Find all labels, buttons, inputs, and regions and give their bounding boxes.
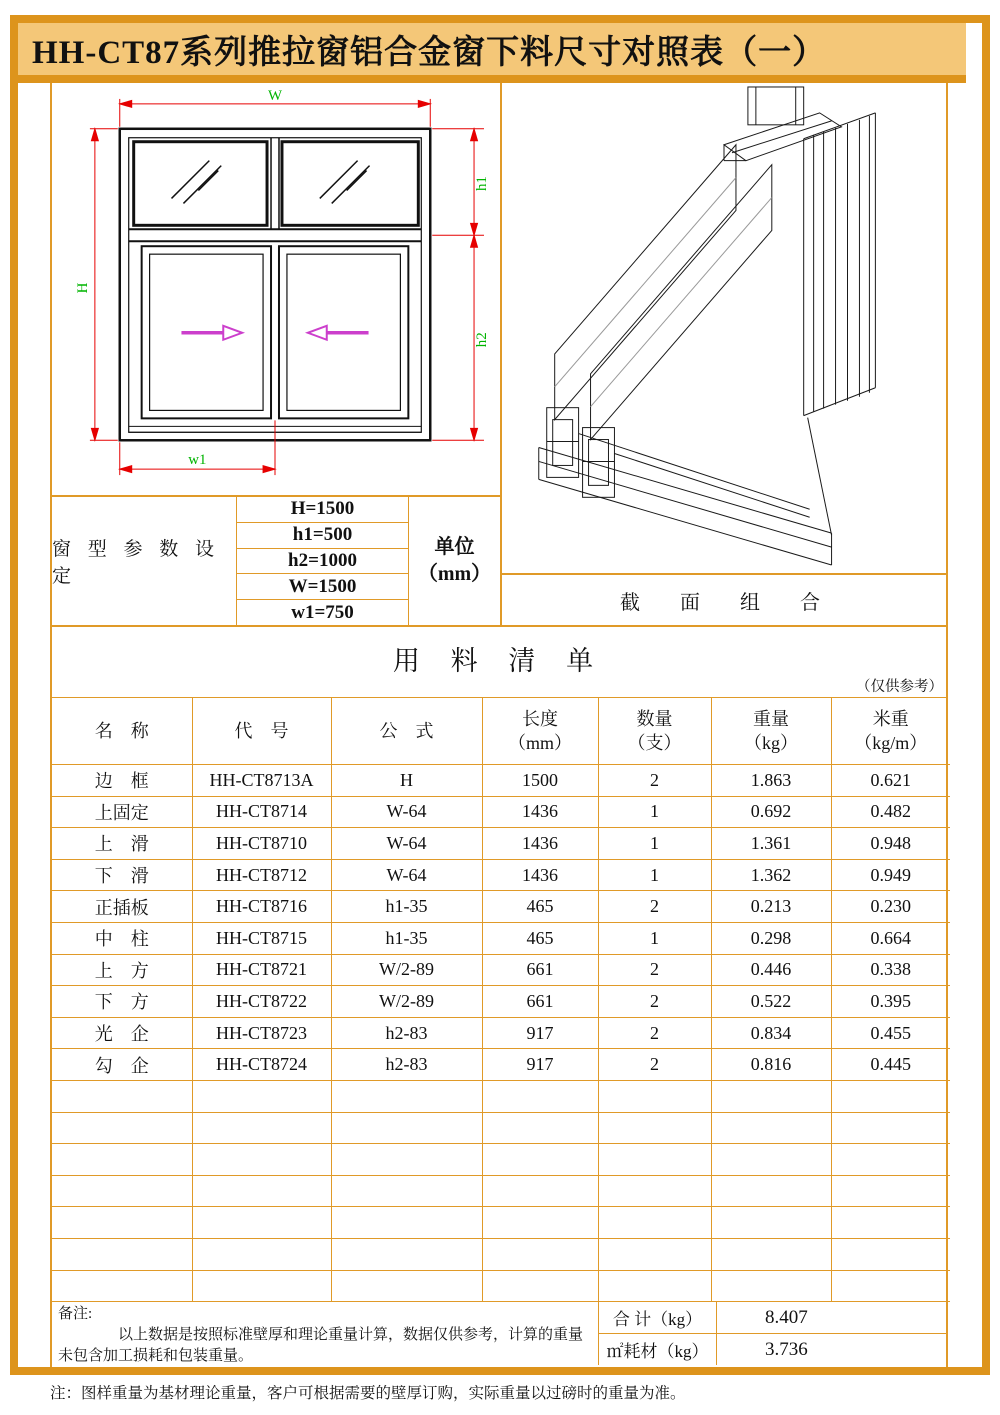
cell-length: 1500 <box>482 765 598 797</box>
cell-name: 下 方 <box>52 986 192 1018</box>
cell-qty: 1 <box>598 922 711 954</box>
param-row-h2: h2=1000 <box>237 549 408 575</box>
material-row <box>52 954 950 986</box>
cell-length: 1436 <box>482 796 598 828</box>
param-row-h1: h1=500 <box>237 523 408 549</box>
cell-name: 勾 企 <box>52 1049 192 1081</box>
material-list-band <box>52 625 946 698</box>
cell-qty: 1 <box>598 859 711 891</box>
param-table-title: 窗 型 参 数 设 定 <box>52 497 237 625</box>
total-row <box>599 1302 946 1334</box>
cell-code: HH-CT8723 <box>192 1017 331 1049</box>
cell-length: 917 <box>482 1017 598 1049</box>
empty-table-row <box>52 1144 950 1176</box>
material-row <box>52 986 950 1018</box>
empty-table-row <box>52 1238 950 1270</box>
empty-table-row <box>52 1207 950 1239</box>
cell-mweight: 0.445 <box>831 1049 950 1081</box>
cell-code: HH-CT8722 <box>192 986 331 1018</box>
cell-mweight: 0.455 <box>831 1017 950 1049</box>
material-row <box>52 922 950 954</box>
slide-arrow-right-icon <box>181 326 242 340</box>
cell-length: 917 <box>482 1049 598 1081</box>
right-column <box>502 83 948 625</box>
cell-name: 下 滑 <box>52 859 192 891</box>
material-row <box>52 891 950 923</box>
cross-section-caption: 截 面 组 合 <box>502 573 948 625</box>
col-header-mweight: 米重 （kg/m） <box>831 698 950 765</box>
cell-formula: h1-35 <box>331 922 482 954</box>
cell-name: 光 企 <box>52 1017 192 1049</box>
cell-mweight: 0.395 <box>831 986 950 1018</box>
remark-line1: 以上数据是按照标准壁厚和理论重量计算，数据仅供参考，计算的重量 <box>118 1327 584 1344</box>
cell-mweight: 0.621 <box>831 765 950 797</box>
cell-code: HH-CT8713A <box>192 765 331 797</box>
cell-weight: 0.834 <box>711 1017 831 1049</box>
totals-block <box>599 1302 946 1365</box>
dimension-label-w1: w1 <box>188 452 207 469</box>
cell-qty: 1 <box>598 796 711 828</box>
total-weight-value: 8.407 <box>765 1306 808 1328</box>
col-header-name: 名 称 <box>52 698 192 765</box>
cell-code: HH-CT8710 <box>192 828 331 860</box>
cell-weight: 1.362 <box>711 859 831 891</box>
cell-length: 1436 <box>482 859 598 891</box>
param-table <box>52 495 500 625</box>
cell-weight: 1.361 <box>711 828 831 860</box>
cell-qty: 2 <box>598 1017 711 1049</box>
cell-length: 661 <box>482 954 598 986</box>
cell-mweight: 0.949 <box>831 859 950 891</box>
cell-formula: W/2-89 <box>331 954 482 986</box>
param-values <box>237 497 409 625</box>
bottom-note: 注：图样重量为基材理论重量，客户可根据需要的壁厚订购，实际重量以过磅时的重量为准。 <box>50 1385 686 1402</box>
empty-table-row <box>52 1270 950 1302</box>
cell-formula: W-64 <box>331 796 482 828</box>
col-header-qty: 数量 （支） <box>598 698 711 765</box>
material-row <box>52 765 950 797</box>
remark-label: 备注: <box>58 1306 93 1323</box>
unit-label-line2: （mm） <box>417 563 492 585</box>
material-per-sqm-label: ㎡耗材（kg） <box>599 1334 717 1365</box>
cell-formula: H <box>331 765 482 797</box>
material-row <box>52 796 950 828</box>
cell-length: 661 <box>482 986 598 1018</box>
cell-qty: 2 <box>598 765 711 797</box>
cell-weight: 1.863 <box>711 765 831 797</box>
top-section <box>52 83 946 625</box>
cell-formula: h1-35 <box>331 891 482 923</box>
materials-table <box>52 698 950 1302</box>
cell-weight: 0.298 <box>711 922 831 954</box>
glass-sheet-inner <box>591 165 772 440</box>
cell-name: 上固定 <box>52 796 192 828</box>
window-frame <box>120 129 430 440</box>
material-row <box>52 859 950 891</box>
param-row-w1: w1=750 <box>291 601 354 623</box>
cell-formula: W-64 <box>331 828 482 860</box>
summary-footer <box>52 1302 946 1365</box>
cell-mweight: 0.664 <box>831 922 950 954</box>
cross-section-svg <box>502 83 948 573</box>
remark-cell <box>52 1302 599 1365</box>
dimension-label-h1: h1 <box>473 176 490 191</box>
cell-weight: 0.446 <box>711 954 831 986</box>
col-header-weight: 重量 （kg） <box>711 698 831 765</box>
fixed-glass-panes <box>134 142 419 226</box>
param-row-W: W=1500 <box>237 574 408 600</box>
cell-formula: h2-83 <box>331 1049 482 1081</box>
cell-length: 1436 <box>482 828 598 860</box>
remark-line2: 未包含加工损耗和包装重量。 <box>58 1348 254 1365</box>
cell-weight: 0.522 <box>711 986 831 1018</box>
cell-name: 上 方 <box>52 954 192 986</box>
cell-qty: 2 <box>598 891 711 923</box>
cell-weight: 0.692 <box>711 796 831 828</box>
cell-mweight: 0.948 <box>831 828 950 860</box>
material-per-sqm-value: 3.736 <box>765 1338 808 1360</box>
cell-qty: 2 <box>598 986 711 1018</box>
content-region <box>50 83 948 1367</box>
cell-qty: 2 <box>598 1049 711 1081</box>
head-bracket <box>748 87 804 125</box>
left-column <box>52 83 502 625</box>
cell-weight: 0.213 <box>711 891 831 923</box>
dimension-label-h: H <box>74 282 91 294</box>
material-per-sqm-row <box>599 1334 946 1365</box>
dimension-h <box>90 129 118 440</box>
cell-qty: 2 <box>598 954 711 986</box>
cell-code: HH-CT8724 <box>192 1049 331 1081</box>
empty-table-row <box>52 1080 950 1112</box>
cell-length: 465 <box>482 922 598 954</box>
dimension-label-h2: h2 <box>473 332 490 348</box>
cell-formula: W-64 <box>331 859 482 891</box>
material-list-title: 用 料 清 单 <box>392 646 606 676</box>
empty-table-row <box>52 1175 950 1207</box>
col-header-formula: 公 式 <box>331 698 482 765</box>
window-diagram-svg <box>52 83 500 495</box>
cell-name: 上 滑 <box>52 828 192 860</box>
glass-sheet-outer <box>555 145 736 420</box>
empty-table-row <box>52 1112 950 1144</box>
page-title: HH-CT87系列推拉窗铝合金窗下料尺寸对照表（一） <box>32 34 827 71</box>
cell-code: HH-CT8714 <box>192 796 331 828</box>
cell-formula: h2-83 <box>331 1017 482 1049</box>
cell-formula: W/2-89 <box>331 986 482 1018</box>
material-row <box>52 1017 950 1049</box>
cross-section-drawing <box>502 83 948 573</box>
unit-cell <box>409 497 500 625</box>
slide-arrow-left-icon <box>308 326 369 340</box>
cell-mweight: 0.482 <box>831 796 950 828</box>
cell-name: 中 柱 <box>52 922 192 954</box>
material-row <box>52 828 950 860</box>
col-header-code: 代 号 <box>192 698 331 765</box>
table-header-row <box>52 698 950 765</box>
cell-name: 边 框 <box>52 765 192 797</box>
cell-code: HH-CT8715 <box>192 922 331 954</box>
reference-note: （仅供参考） <box>856 679 943 695</box>
right-jamb <box>804 113 876 535</box>
total-weight-label: 合 计（kg） <box>599 1302 717 1333</box>
param-row-H: H=1500 <box>237 497 408 523</box>
cell-mweight: 0.338 <box>831 954 950 986</box>
material-row <box>52 1049 950 1081</box>
cell-weight: 0.816 <box>711 1049 831 1081</box>
col-header-length: 长度 （mm） <box>482 698 598 765</box>
unit-label-line1: 单位 <box>434 536 475 558</box>
title-band <box>18 23 966 83</box>
cell-code: HH-CT8721 <box>192 954 331 986</box>
cell-length: 465 <box>482 891 598 923</box>
window-diagram <box>52 83 500 495</box>
cell-name: 正插板 <box>52 891 192 923</box>
cell-code: HH-CT8712 <box>192 859 331 891</box>
cell-code: HH-CT8716 <box>192 891 331 923</box>
cell-mweight: 0.230 <box>831 891 950 923</box>
dimension-h1-h2 <box>432 129 484 440</box>
dimension-label-w: W <box>267 87 283 104</box>
cell-qty: 1 <box>598 828 711 860</box>
